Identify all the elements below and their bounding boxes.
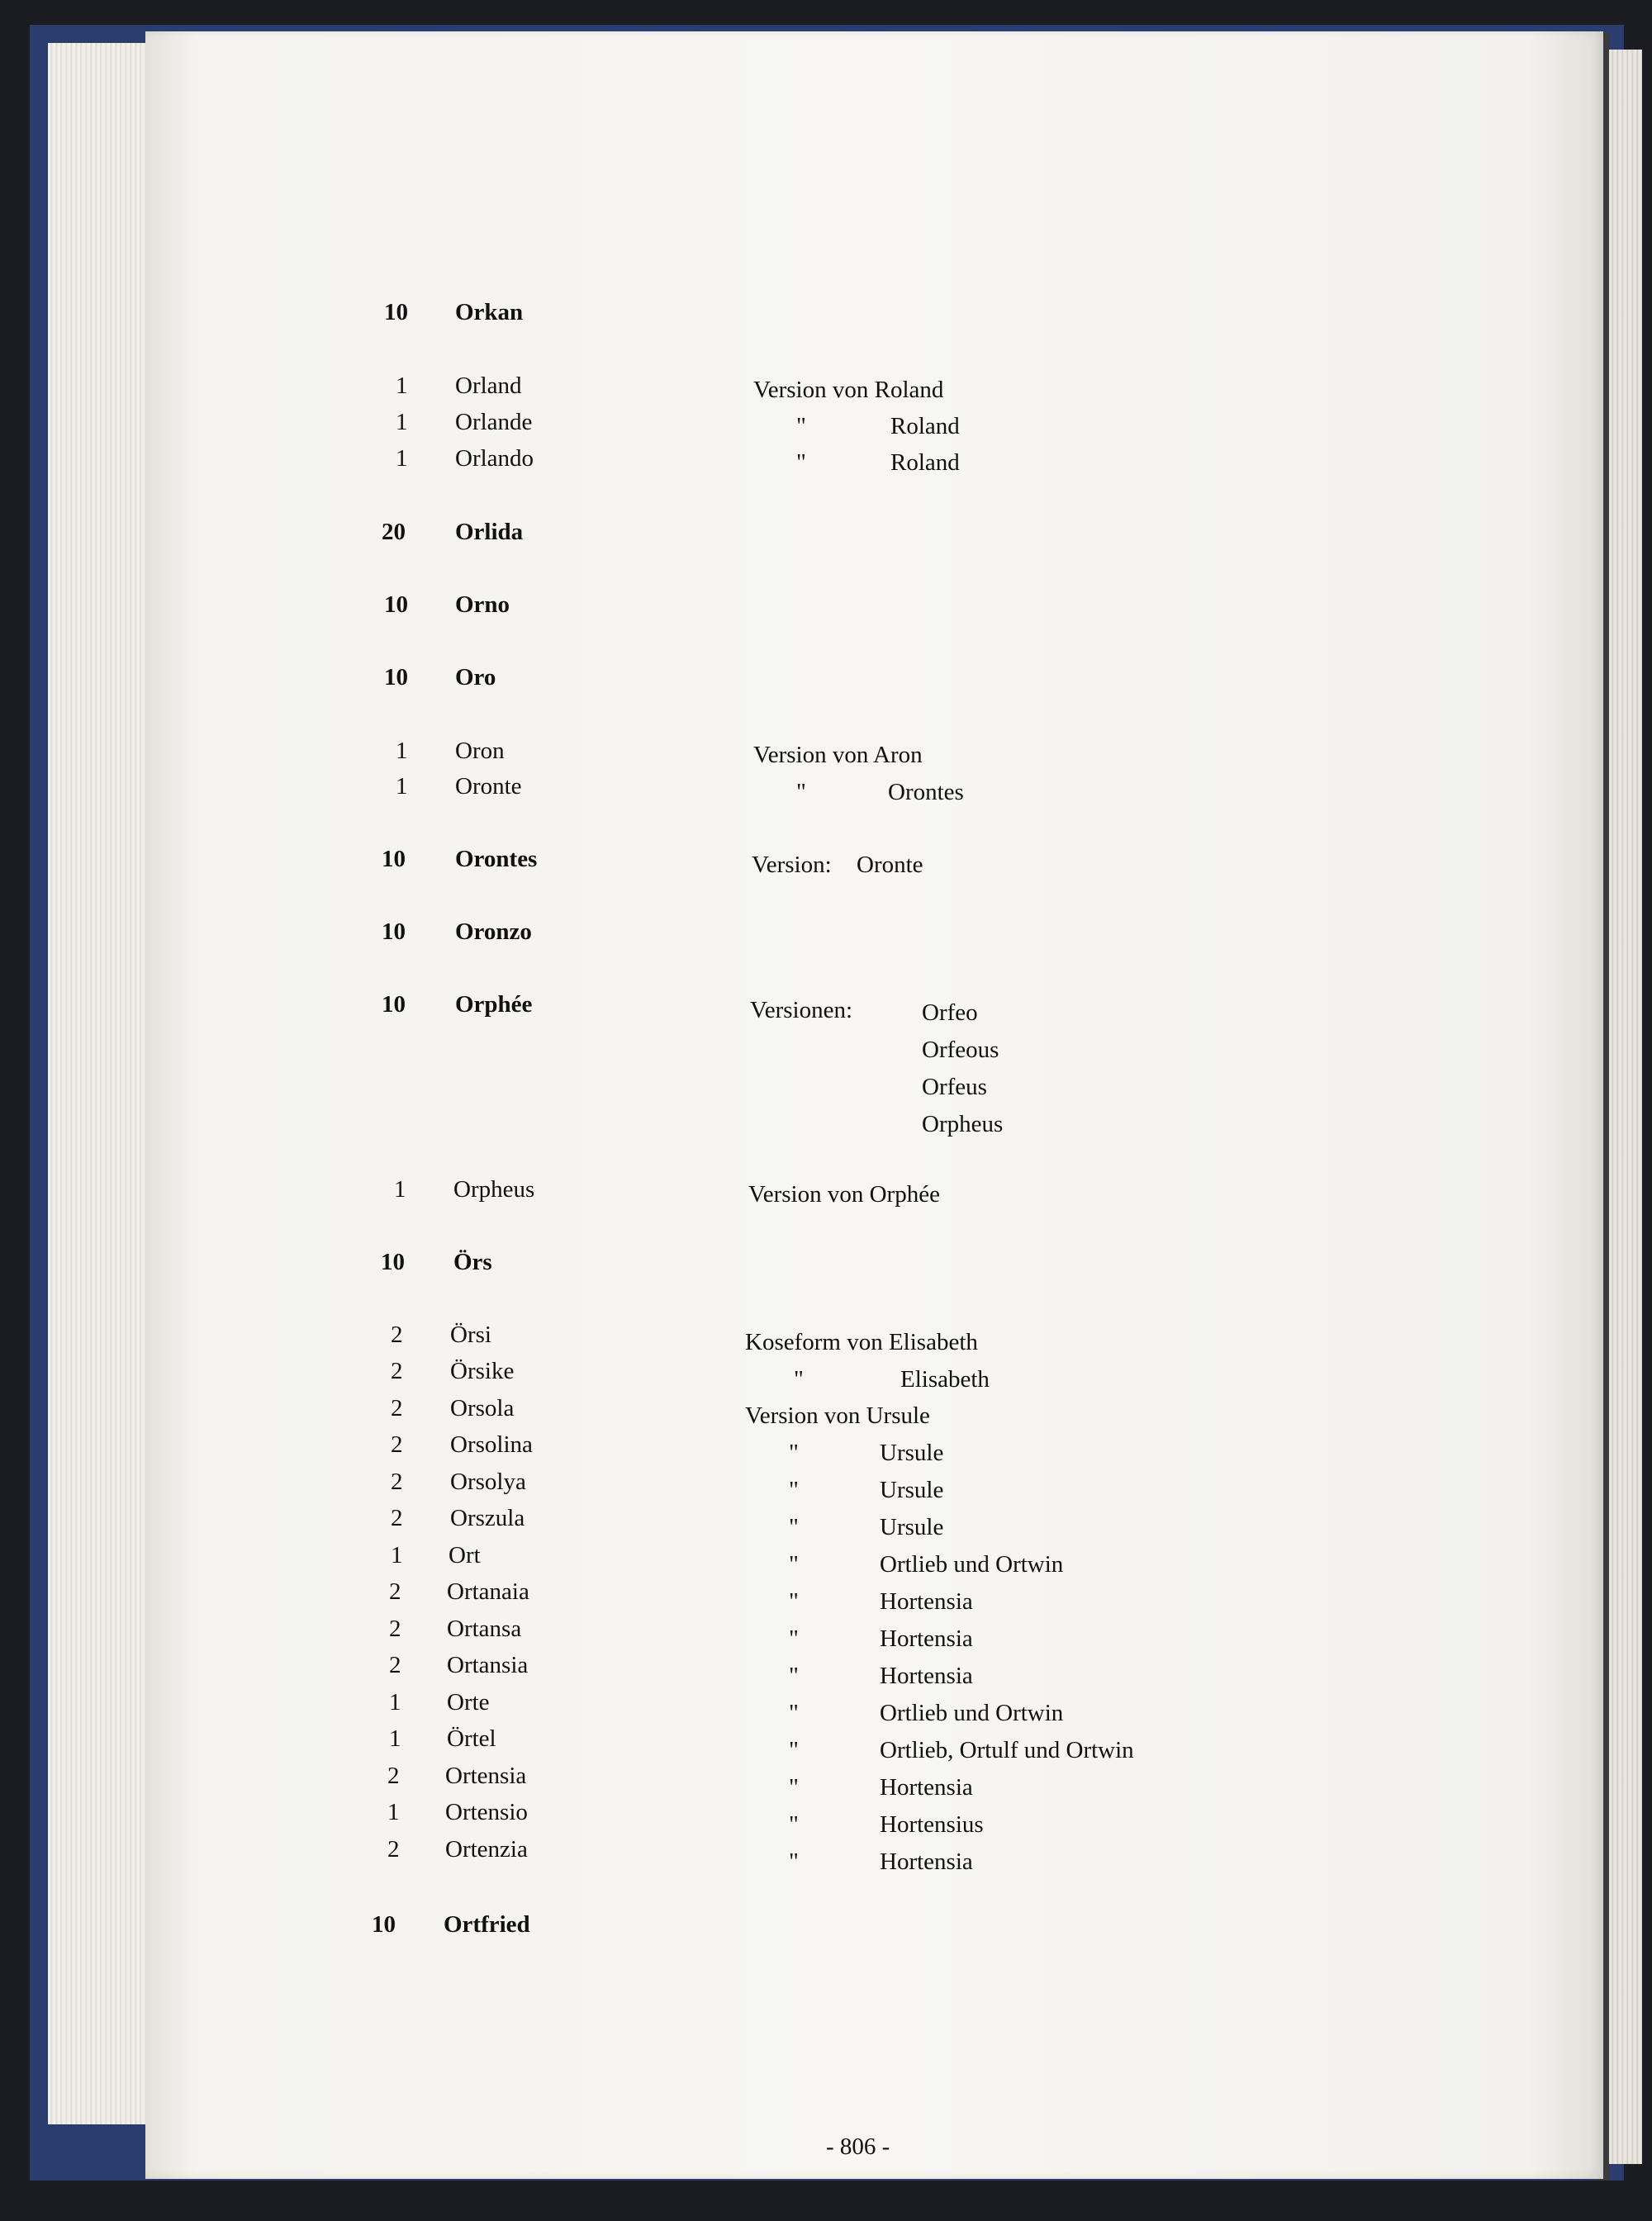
entry-name: Orsolya	[450, 1469, 526, 1495]
ditto-mark: "	[796, 413, 806, 439]
entry-name: Örtel	[447, 1725, 496, 1752]
entry-frequency: 10	[384, 299, 408, 325]
entry-name: Ortensio	[445, 1799, 528, 1825]
entry-note: Ursule	[880, 1477, 944, 1503]
entry-frequency: 1	[396, 773, 408, 800]
ditto-mark: "	[789, 1663, 799, 1689]
entry-frequency: 1	[394, 1176, 406, 1203]
entry-note: Version:	[752, 852, 832, 878]
entry-frequency: 2	[389, 1578, 401, 1605]
entry-frequency: 2	[391, 1322, 403, 1348]
entry-name: Orszula	[450, 1505, 525, 1531]
entry-frequency: 1	[396, 409, 408, 435]
entry-name: Ortanaia	[447, 1578, 529, 1605]
entry-note: Version von Roland	[753, 377, 944, 403]
entry-name: Örsi	[450, 1322, 491, 1348]
entry-name: Ortensia	[445, 1763, 527, 1789]
entry-name: Oron	[455, 738, 505, 764]
ditto-mark: "	[789, 1514, 799, 1540]
entry-frequency: 2	[391, 1505, 403, 1531]
entry-note: Hortensia	[880, 1774, 973, 1801]
entry-note: Hortensia	[880, 1625, 973, 1652]
entry-name: Örsike	[450, 1358, 515, 1384]
ditto-mark: "	[789, 1848, 799, 1875]
entry-name: Orno	[455, 591, 510, 618]
entry-frequency: 1	[396, 738, 408, 764]
entry-name: Oronte	[455, 773, 522, 800]
entry-name: Orlande	[455, 409, 533, 435]
entry-frequency: 2	[389, 1652, 401, 1678]
entry-note: Roland	[890, 449, 960, 476]
ditto-mark: "	[789, 1737, 799, 1763]
entry-name: Ortenzia	[445, 1836, 528, 1863]
entry-name: Orsolina	[450, 1431, 533, 1458]
entry-frequency: 2	[389, 1616, 401, 1642]
entry-note: Oronte	[857, 852, 923, 878]
ditto-mark: "	[789, 1440, 799, 1466]
entry-frequency: 10	[384, 664, 408, 691]
entry-note: Ortlieb und Ortwin	[880, 1700, 1064, 1726]
entry-note: Ursule	[880, 1514, 944, 1540]
entry-frequency: 10	[372, 1911, 396, 1938]
entry-name: Oronzo	[455, 918, 532, 945]
page-number: - 806 -	[826, 2133, 890, 2160]
entry-name: Orphée	[455, 991, 533, 1018]
entry-name: Ortansia	[447, 1652, 529, 1678]
entry-note: Hortensia	[880, 1663, 973, 1689]
entry-note: Orpheus	[922, 1111, 1004, 1137]
entry-note: Roland	[890, 413, 960, 439]
entry-frequency: 2	[391, 1469, 403, 1495]
entry-frequency: 10	[382, 918, 406, 945]
entry-frequency: 2	[387, 1763, 400, 1789]
entry-note: Version von Ursule	[745, 1402, 930, 1429]
entry-name: Örs	[453, 1249, 492, 1275]
entry-frequency: 10	[384, 591, 408, 618]
entry-name: Orpheus	[453, 1176, 535, 1203]
entry-frequency: 1	[387, 1799, 400, 1825]
entry-note: Ortlieb, Ortulf und Ortwin	[880, 1737, 1134, 1763]
entry-note: Orfeous	[922, 1037, 999, 1063]
entry-frequency: 10	[381, 1249, 405, 1275]
entry-note: Versionen:	[750, 997, 853, 1023]
ditto-mark: "	[789, 1774, 799, 1801]
entry-name: Ortansa	[447, 1616, 522, 1642]
entry-note: Orfeo	[922, 999, 978, 1026]
entry-frequency: 1	[389, 1725, 401, 1752]
entry-frequency: 20	[382, 519, 406, 545]
ditto-mark: "	[794, 1366, 804, 1393]
entry-frequency: 2	[387, 1836, 400, 1863]
entry-name: Orsola	[450, 1395, 515, 1421]
entry-note: Hortensia	[880, 1848, 973, 1875]
entry-name: Ort	[449, 1542, 481, 1568]
entry-frequency: 2	[391, 1431, 403, 1458]
entry-name: Orland	[455, 373, 522, 399]
entry-frequency: 1	[389, 1689, 401, 1716]
entry-frequency: 10	[382, 846, 406, 872]
entry-name: Orlida	[455, 519, 524, 545]
ditto-mark: "	[796, 449, 806, 476]
entry-name: Orontes	[455, 846, 538, 872]
entry-frequency: 1	[396, 445, 408, 472]
entry-frequency: 2	[391, 1358, 403, 1384]
entry-frequency: 1	[396, 373, 408, 399]
entry-note: Version von Aron	[753, 742, 923, 768]
entry-note: Orontes	[888, 779, 964, 805]
entry-note: Hortensia	[880, 1588, 973, 1615]
entry-note: Ursule	[880, 1440, 944, 1466]
entry-note: Ortlieb und Ortwin	[880, 1551, 1064, 1578]
entry-frequency: 2	[391, 1395, 403, 1421]
entry-name: Orte	[447, 1689, 490, 1716]
entry-name: Orlando	[455, 445, 534, 472]
ditto-mark: "	[796, 779, 806, 805]
entry-name: Oro	[455, 664, 496, 691]
ditto-mark: "	[789, 1588, 799, 1615]
entry-name: Ortfried	[444, 1911, 530, 1938]
ditto-mark: "	[789, 1477, 799, 1503]
entry-frequency: 1	[391, 1542, 403, 1568]
entry-note: Koseform von Elisabeth	[745, 1329, 978, 1355]
ditto-mark: "	[789, 1700, 799, 1726]
entry-name: Orkan	[455, 299, 524, 325]
entry-note: Orfeus	[922, 1074, 987, 1100]
ditto-mark: "	[789, 1551, 799, 1578]
entry-note: Version von Orphée	[748, 1181, 940, 1208]
ditto-mark: "	[789, 1811, 799, 1838]
entry-note: Elisabeth	[900, 1366, 990, 1393]
ditto-mark: "	[789, 1625, 799, 1652]
entry-frequency: 10	[382, 991, 406, 1018]
entry-note: Hortensius	[880, 1811, 984, 1838]
